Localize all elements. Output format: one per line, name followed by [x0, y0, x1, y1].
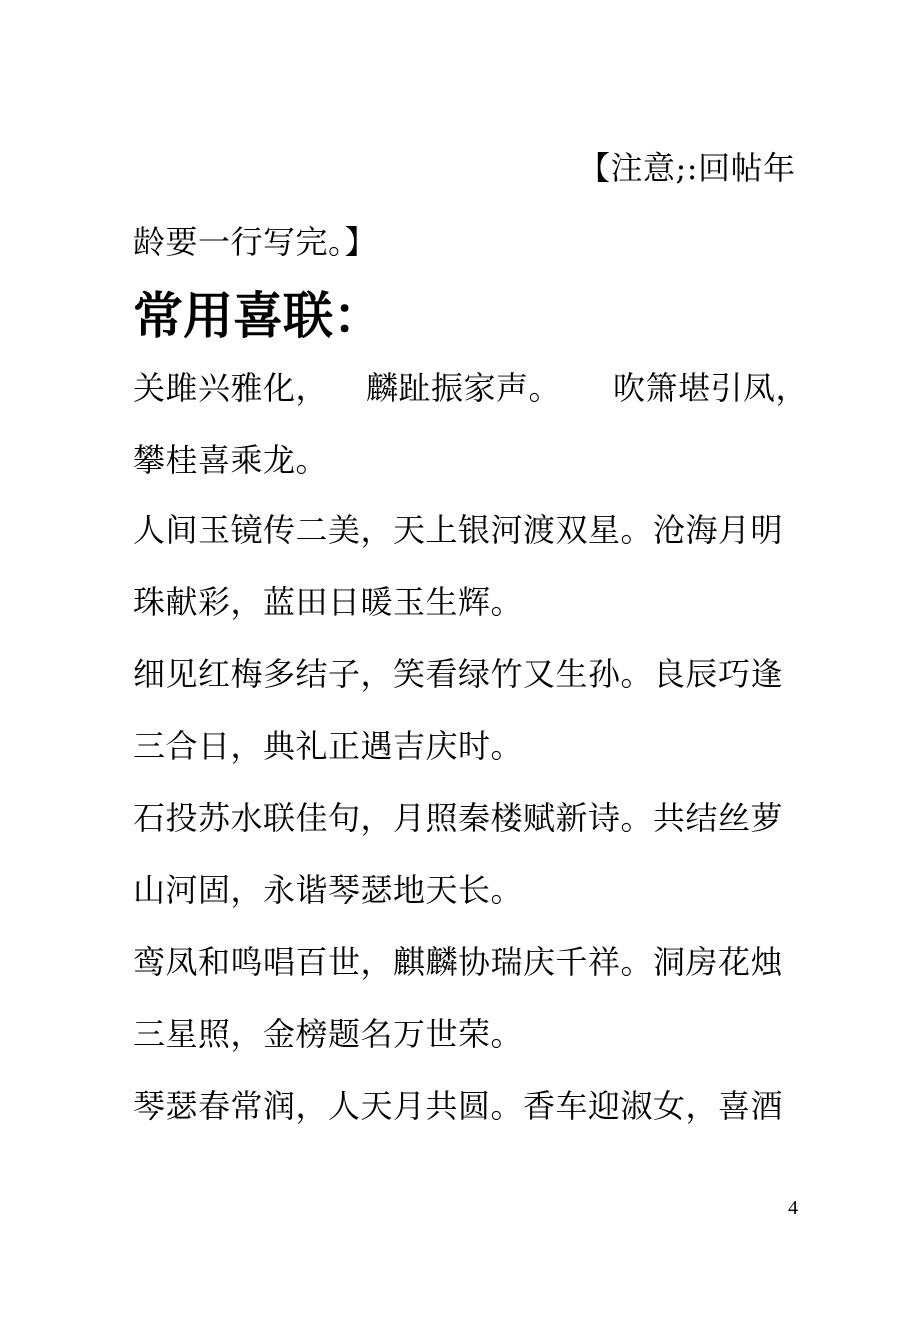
couplet-line: 山河固，永谐琴瑟地天长。 — [133, 871, 524, 909]
couplet-phrase: 关雎兴雅化， — [133, 369, 329, 407]
couplet-line: 珠献彩，蓝田日暖玉生辉。 — [133, 583, 524, 621]
couplet-line: 石投苏水联佳句，月照秦楼赋新诗。共结丝萝 — [133, 799, 784, 837]
couplet-line: 攀桂喜乘龙。 — [133, 441, 329, 479]
section-heading: 常用喜联： — [133, 287, 383, 345]
couplet-line: 三星照，金榜题名万世荣。 — [133, 1015, 524, 1053]
couplet-line — [133, 368, 809, 408]
couplet-line: 细见红梅多结子，笑看绿竹又生孙。良辰巧逢 — [133, 655, 784, 693]
couplet-line: 三合日，典礼正遇吉庆时。 — [133, 727, 524, 765]
note-text-line-2: 龄要一行写完。】 — [133, 223, 378, 261]
couplet-line: 人间玉镜传二美，天上银河渡双星。沧海月明 — [133, 511, 784, 549]
couplet-phrase: 麟趾振家声。 — [366, 369, 562, 407]
page-number: 4 — [788, 1197, 798, 1219]
couplet-phrase: 吹箫堪引凤， — [613, 369, 809, 407]
couplet-line: 鸾凤和鸣唱百世，麒麟协瑞庆千祥。洞房花烛 — [133, 943, 784, 981]
couplet-line: 琴瑟春常润，人天月共圆。香车迎淑女，喜酒 — [133, 1087, 784, 1125]
note-text-line-1: 【注意;:回帖年 — [578, 149, 796, 187]
